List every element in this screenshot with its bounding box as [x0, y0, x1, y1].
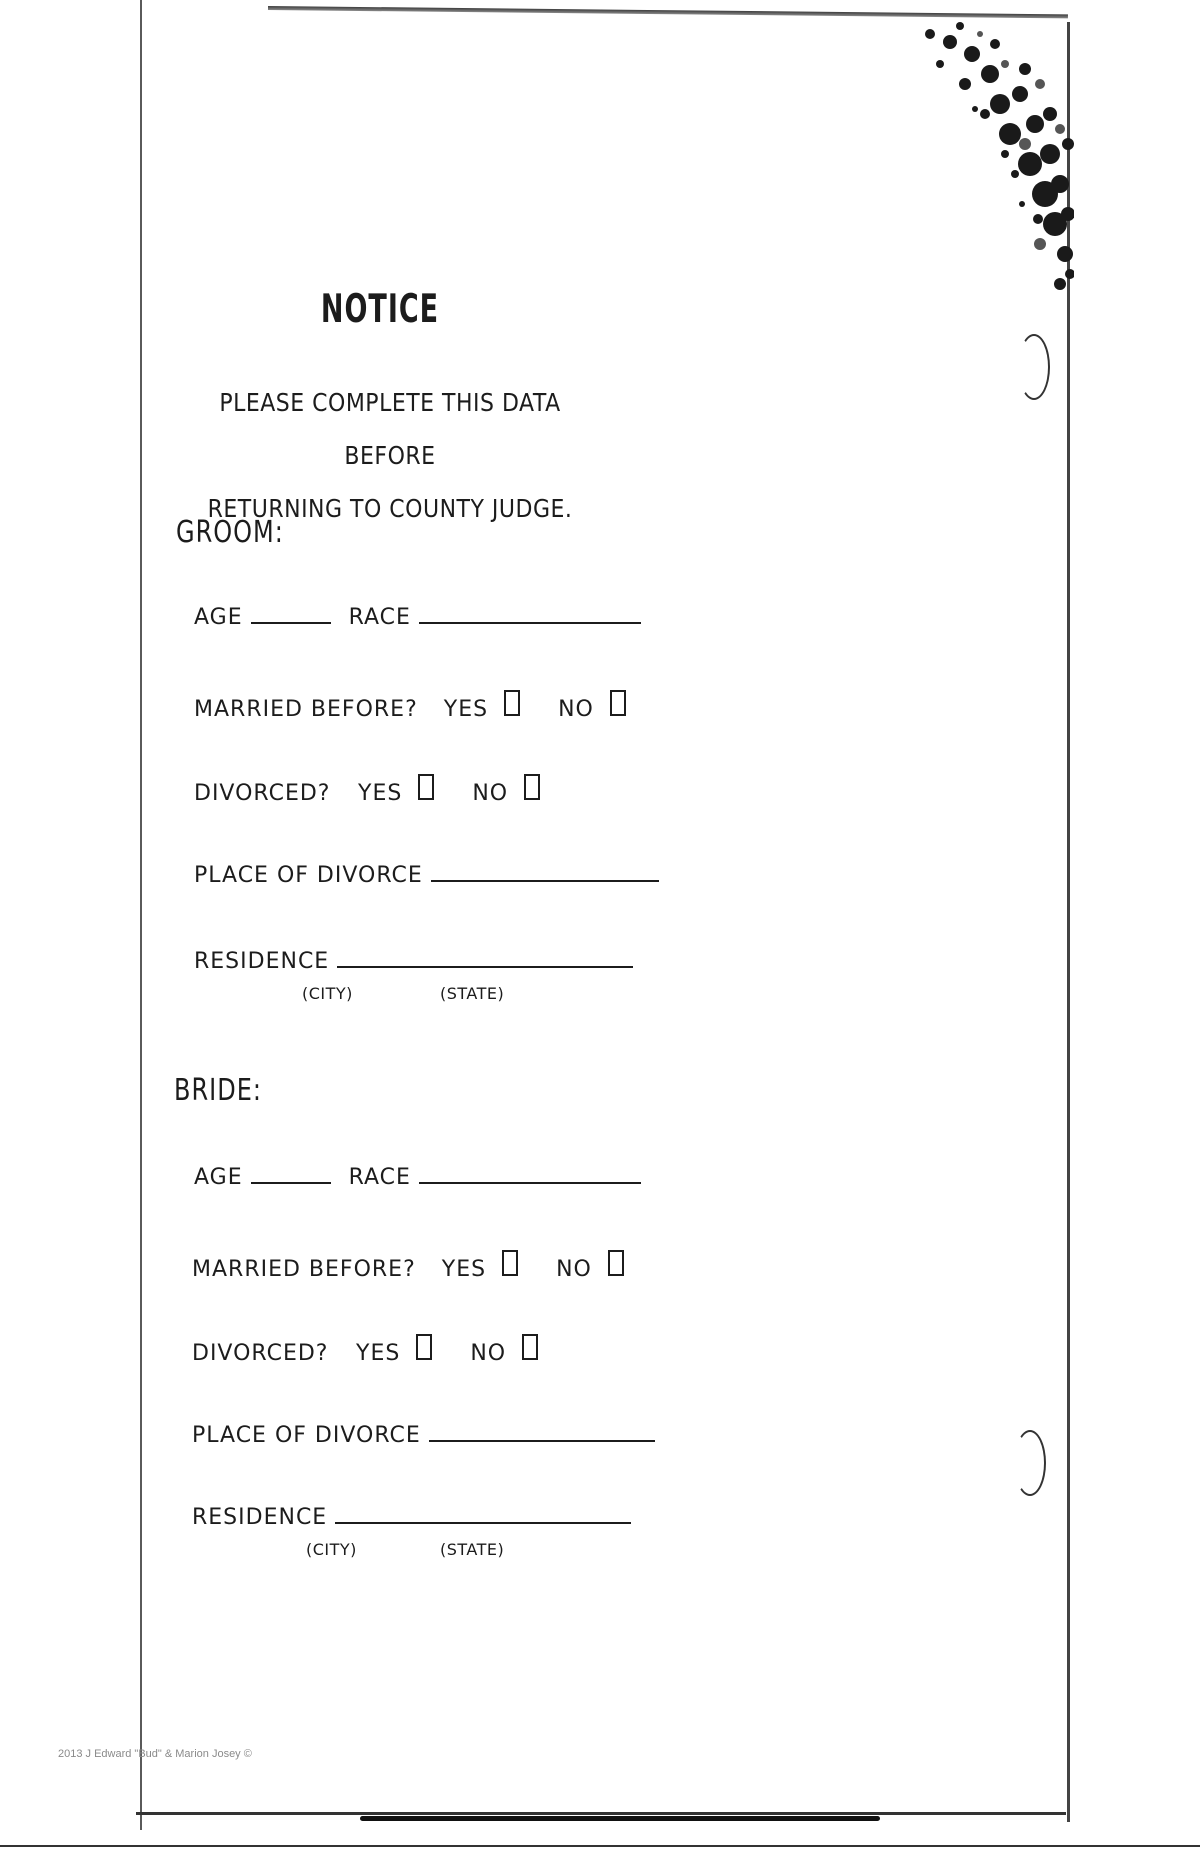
- groom-age-label: AGE: [194, 605, 243, 630]
- page-bottom-shadow: [360, 1816, 880, 1821]
- groom-place-of-divorce-row: [194, 862, 659, 888]
- bride-age-race-row: [194, 1164, 641, 1190]
- bride-race-label: RACE: [348, 1165, 411, 1190]
- bride-married-yes-checkbox[interactable]: [502, 1250, 518, 1276]
- page-left-edge: [140, 0, 142, 1830]
- bride-age-field[interactable]: [251, 1164, 331, 1184]
- groom-divorced-yes-checkbox[interactable]: [418, 774, 434, 800]
- corner-stain: [910, 14, 1074, 314]
- groom-state-label: (STATE): [440, 984, 505, 1003]
- groom-residence-field[interactable]: [337, 948, 633, 968]
- bride-residence-row: [192, 1504, 631, 1530]
- bride-married-yes-label: YES: [441, 1257, 487, 1282]
- groom-married-yes-label: YES: [443, 697, 489, 722]
- groom-married-before-label: MARRIED BEFORE?: [194, 697, 418, 722]
- groom-married-no-checkbox[interactable]: [610, 690, 626, 716]
- bride-divorced-no-checkbox[interactable]: [522, 1334, 538, 1360]
- groom-married-no-label: NO: [558, 697, 594, 722]
- bride-place-of-divorce-label: PLACE OF DIVORCE: [192, 1423, 421, 1448]
- bride-state-label: (STATE): [440, 1540, 505, 1559]
- bride-place-of-divorce-row: [192, 1422, 655, 1448]
- punch-hole-top: [1018, 334, 1050, 400]
- groom-divorced-label: DIVORCED?: [194, 781, 331, 806]
- groom-residence-label: RESIDENCE: [194, 949, 330, 974]
- groom-married-before-row: [194, 690, 626, 722]
- bride-age-label: AGE: [194, 1165, 243, 1190]
- groom-divorced-no-label: NO: [472, 781, 509, 806]
- instruction-line-1: PLEASE COMPLETE THIS DATA BEFORE: [219, 389, 561, 471]
- notice-title: NOTICE: [320, 286, 440, 333]
- page-bottom-edge: [136, 1812, 1066, 1815]
- punch-hole-bottom: [1014, 1430, 1046, 1496]
- bride-residence-label: RESIDENCE: [192, 1505, 328, 1530]
- copyright-notice: 2013 J Edward "Bud" & Marion Josey ©: [58, 1748, 252, 1760]
- groom-divorced-row: [194, 774, 540, 806]
- bride-divorced-yes-checkbox[interactable]: [416, 1334, 432, 1360]
- groom-divorced-no-checkbox[interactable]: [524, 774, 540, 800]
- instruction-line-2: RETURNING TO COUNTY JUDGE.: [207, 494, 573, 524]
- bride-married-before-label: MARRIED BEFORE?: [192, 1257, 416, 1282]
- bride-divorced-no-label: NO: [470, 1341, 507, 1366]
- groom-section-label: GROOM:: [176, 514, 284, 550]
- bride-married-before-row: [192, 1250, 624, 1282]
- groom-race-field[interactable]: [419, 604, 641, 624]
- groom-age-race-row: [194, 604, 641, 630]
- groom-place-of-divorce-field[interactable]: [431, 862, 659, 882]
- bride-married-no-checkbox[interactable]: [608, 1250, 624, 1276]
- groom-married-yes-checkbox[interactable]: [504, 690, 520, 716]
- bride-city-label: (CITY): [306, 1540, 357, 1559]
- groom-age-field[interactable]: [251, 604, 331, 624]
- bride-married-no-label: NO: [556, 1257, 592, 1282]
- groom-city-label: (CITY): [302, 984, 353, 1003]
- groom-place-of-divorce-label: PLACE OF DIVORCE: [194, 863, 423, 888]
- bride-race-field[interactable]: [419, 1164, 641, 1184]
- scan-bottom-line: [0, 1845, 1200, 1847]
- bride-residence-field[interactable]: [335, 1504, 631, 1524]
- bride-divorced-row: [192, 1334, 538, 1366]
- bride-divorced-label: DIVORCED?: [192, 1341, 329, 1366]
- groom-residence-row: [194, 948, 633, 974]
- bride-place-of-divorce-field[interactable]: [429, 1422, 655, 1442]
- instructions: [200, 378, 580, 537]
- groom-race-label: RACE: [348, 605, 411, 630]
- bride-divorced-yes-label: YES: [356, 1341, 401, 1366]
- groom-divorced-yes-label: YES: [358, 781, 403, 806]
- bride-section-label: BRIDE:: [174, 1072, 262, 1108]
